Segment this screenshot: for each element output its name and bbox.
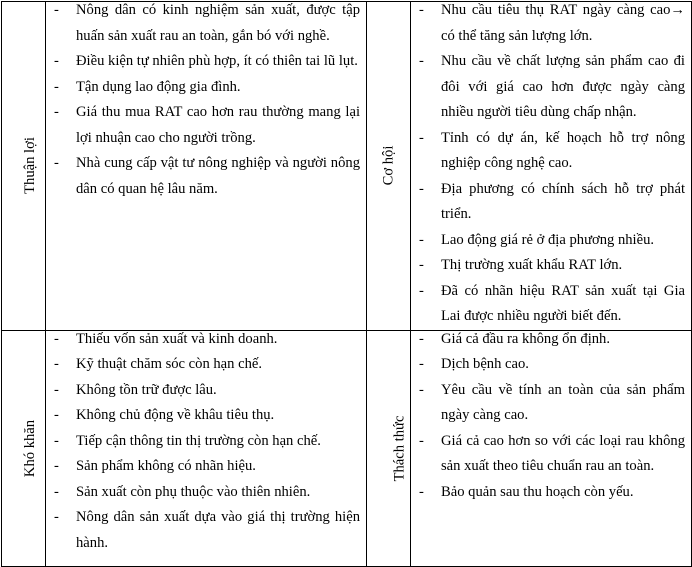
opportunities-label-cell [367, 2, 411, 331]
list-item: - Nhu cầu về chất lượng sản phẩm cao đi đôi với giá cao hơn được ngày càng nhiều người tiêu dùng chấp nhận. [411, 49, 685, 126]
list-item: - Nông dân có kinh nghiệm sản xuất, được tập huấn sản xuất rau an toàn, gắn bó với nghề. [46, 0, 360, 49]
list-item: - Địa phương có chính sách hỗ trợ phát triển. [411, 177, 685, 228]
list-item: - Thiếu vốn sản xuất và kinh doanh. [46, 327, 360, 353]
strengths-content-cell [46, 2, 367, 331]
list-item: - Tiếp cận thông tin thị trường còn hạn chế. [46, 429, 360, 455]
list-item: - Sản xuất còn phụ thuộc vào thiên nhiên. [46, 480, 360, 506]
list-item: - Điều kiện tự nhiên phù hợp, ít có thiên tai lũ lụt. [46, 49, 360, 75]
strengths-label-cell [2, 2, 46, 331]
weaknesses-list [46, 327, 366, 557]
list-item: - Thị trường xuất khẩu RAT lớn. [411, 253, 685, 279]
swot-table [1, 1, 692, 567]
list-item: - Bảo quản sau thu hoạch còn yếu. [411, 480, 685, 506]
list-item: - Nông dân sản xuất dựa vào giá thị trường hiện hành. [46, 505, 360, 556]
list-item: - Không tồn trữ được lâu. [46, 378, 360, 404]
threats-list [411, 327, 691, 506]
list-item: - Tận dụng lao động gia đình. [46, 75, 360, 101]
opportunities-label: Cơ hội [380, 145, 396, 186]
list-item: - Tỉnh có dự án, kế hoạch hỗ trợ nông nghiệp công nghệ cao. [411, 126, 685, 177]
list-item: - Giá cả đầu ra không ổn định. [411, 327, 685, 353]
threats-content-cell [411, 330, 692, 566]
list-item: - Dịch bệnh cao. [411, 352, 685, 378]
swot-row-bottom [2, 330, 692, 566]
strengths-list [46, 0, 366, 202]
list-item: - Không chủ động về khâu tiêu thụ. [46, 403, 360, 429]
list-item: - Yêu cầu về tính an toàn của sản phẩm ngày càng cao. [411, 378, 685, 429]
list-item: - Nhu cầu tiêu thụ RAT ngày càng cao→ có thể tăng sản lượng lớn. [411, 0, 685, 49]
opportunities-list [411, 0, 691, 330]
list-item: - Giá cả cao hơn so với các loại rau không sản xuất theo tiêu chuẩn rau an toàn. [411, 429, 685, 480]
list-item: - Nhà cung cấp vật tư nông nghiệp và người nông dân có quan hệ lâu năm. [46, 151, 360, 202]
opportunities-content-cell [411, 2, 692, 331]
list-item: - Kỹ thuật chăm sóc còn hạn chế. [46, 352, 360, 378]
list-item: - Lao động giá rẻ ở địa phương nhiều. [411, 228, 685, 254]
strengths-label: Thuận lợi [21, 137, 38, 195]
threats-label: Thách thức [391, 415, 408, 481]
threats-label-cell [367, 330, 411, 566]
weaknesses-label: Khó khăn [22, 419, 39, 477]
weaknesses-content-cell [46, 330, 367, 566]
list-item: - Sản phẩm không có nhãn hiệu. [46, 454, 360, 480]
list-item: - Đã có nhãn hiệu RAT sản xuất tại Gia Lai được nhiều người biết đến. [411, 279, 685, 330]
swot-row-top [2, 2, 692, 331]
list-item: - Giá thu mua RAT cao hơn rau thường mang lại lợi nhuận cao cho người trồng. [46, 100, 360, 151]
weaknesses-label-cell [2, 330, 46, 566]
